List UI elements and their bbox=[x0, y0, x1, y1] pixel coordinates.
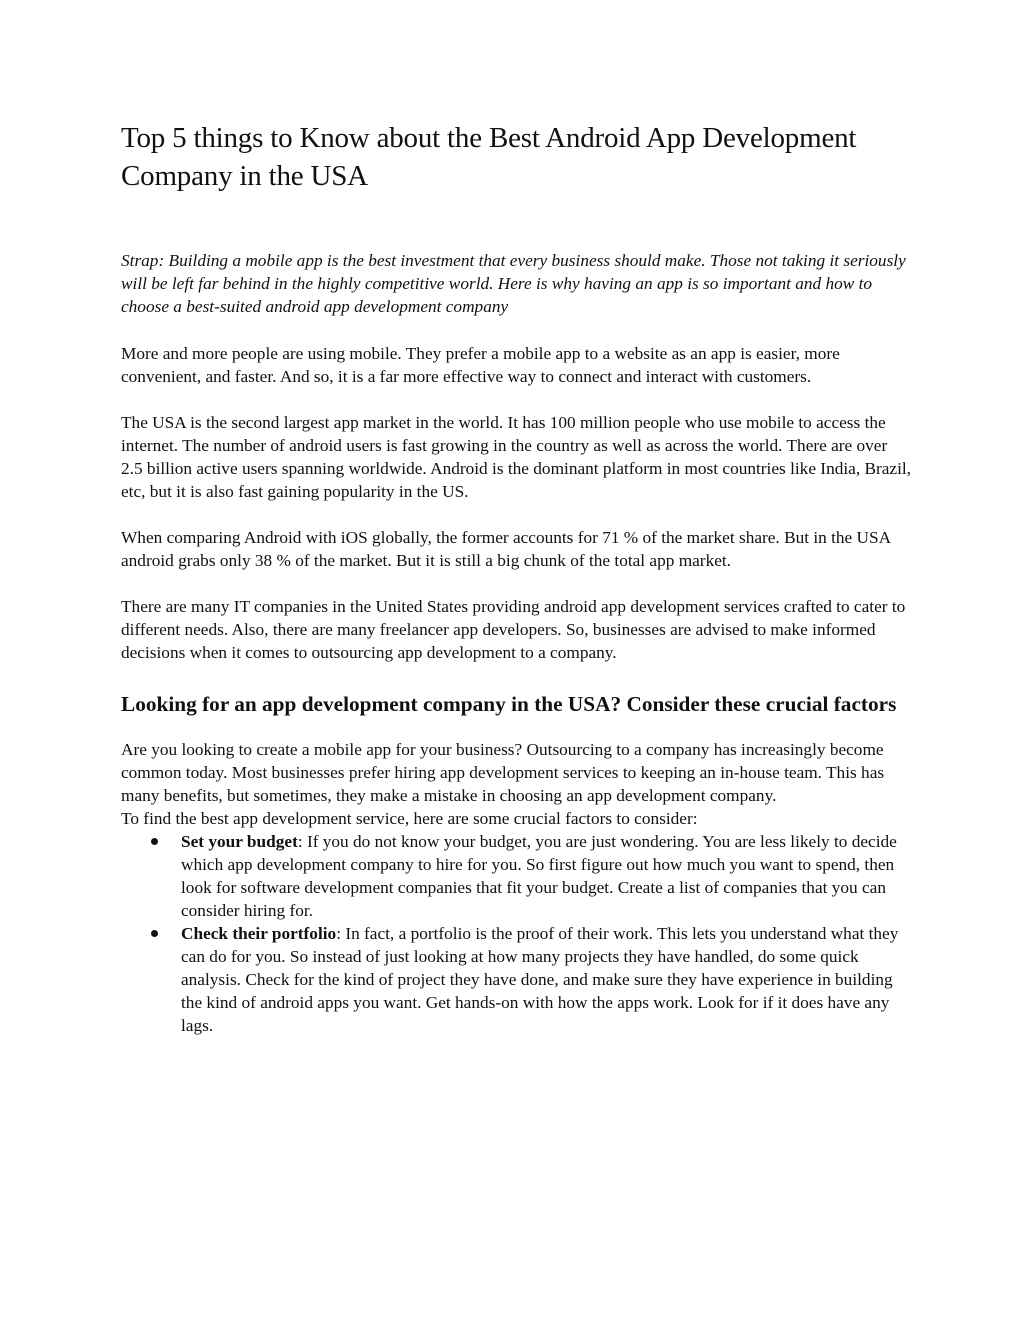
bullet-text: : In fact, a portfolio is the proof of their work. This lets you understand what they can do for you. So instead of just looking at how many projects they have handled, do some quick analysis. Check for the kind of project they have done, and make sure they have experience in building the kind of android apps you want. Get hands-on with how the apps work. Look for if it does have any lags. bbox=[181, 924, 899, 1035]
document-page bbox=[121, 119, 911, 1037]
list-item bbox=[121, 830, 911, 922]
bullet-icon bbox=[151, 930, 158, 937]
body-paragraph-1: More and more people are using mobile. They prefer a mobile app to a website as an app is easier, more convenient, and faster. And so, it is a far more effective way to connect and interact with customers. bbox=[121, 344, 840, 386]
section-lead-in: To find the best app development service, here are some crucial factors to consider: bbox=[121, 809, 698, 828]
body-paragraph-3: When comparing Android with iOS globally, the former accounts for 71 % of the market share. But in the USA android grabs only 38 % of the market. But it is still a big chunk of the total app market. bbox=[121, 528, 891, 570]
body-paragraph-2: The USA is the second largest app market in the world. It has 100 million people who use mobile to access the internet. The number of android users is fast growing in the country as well as across the world. There are over 2.5 billion active users spanning worldwide. Android is the dominant platform in most countries like India, Brazil, etc, but it is also fast gaining popularity in the US. bbox=[121, 413, 912, 501]
page-title: Top 5 things to Know about the Best Android App Development Company in the USA bbox=[121, 122, 857, 192]
factors-list bbox=[121, 830, 911, 1037]
section-heading: Looking for an app development company in the USA? Consider these crucial factors bbox=[121, 692, 897, 716]
body-paragraph-4: There are many IT companies in the United States providing android app development services crafted to cater to different needs. Also, there are many freelancer app developers. So, businesses are advised to make informed decisions when it comes to outsourcing app development to a company. bbox=[121, 597, 906, 662]
bullet-term: Check their portfolio bbox=[181, 924, 337, 943]
list-item bbox=[121, 922, 911, 1037]
section-intro-paragraph: Are you looking to create a mobile app for your business? Outsourcing to a company has increasingly become common today. Most businesses prefer hiring app development services to keeping an in-house team. This has many benefits, but sometimes, they make a mistake in choosing an app development company. bbox=[121, 740, 885, 805]
bullet-term: Set your budget bbox=[181, 832, 298, 851]
bullet-text: : If you do not know your budget, you are just wondering. You are less likely to decide which app development company to hire for you. So first figure out how much you want to spend, then look for software development companies that fit your budget. Create a list of companies that you can consider hiring for. bbox=[181, 832, 897, 920]
bullet-icon bbox=[151, 838, 158, 845]
strap-paragraph: Strap: Building a mobile app is the best investment that every business should make. Those not taking it seriously will be left far behind in the highly competitive world. Here is why having an app is so important and how to choose a best-suited android app development company bbox=[121, 251, 906, 316]
